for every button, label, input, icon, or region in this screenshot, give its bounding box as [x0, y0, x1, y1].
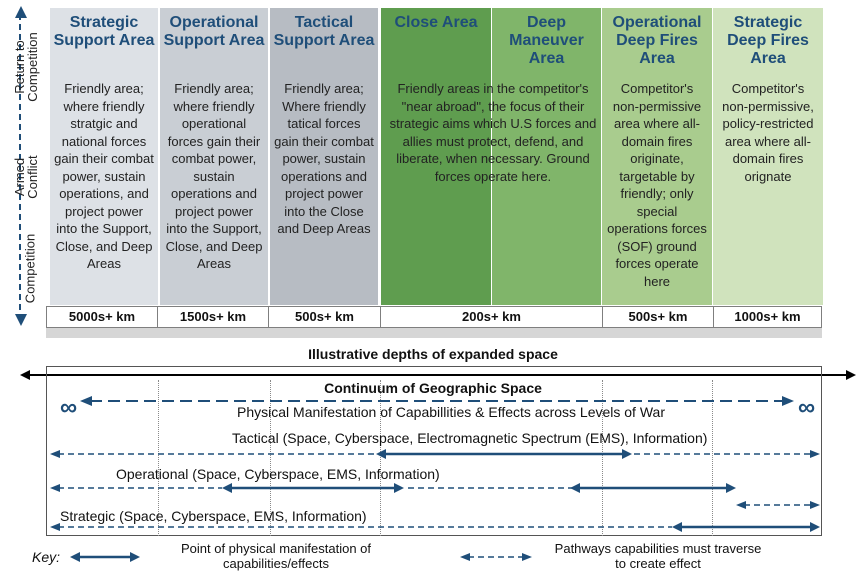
area-title: Strategic Deep Fires Area	[727, 14, 809, 67]
level-strategic-label: Strategic (Space, Cyberspace, EMS, Information)	[60, 508, 367, 524]
area-title: Strategic Support Area	[53, 14, 155, 49]
level-tactical-label: Tactical (Space, Cyberspace, Electromagnetic Spectrum (EMS), Information)	[232, 430, 708, 446]
distance-close-deep: 200s+ km	[381, 307, 603, 327]
infinity-left-icon: ∞	[60, 394, 78, 421]
key-dashed-description: Pathways capabilities must traverse to create effect	[554, 541, 762, 571]
close-deep-description: Friendly areas in the competitor's "near abroad", the focus of their strategic aims which U.S forces and allies must protect, defend, and liberate, when necessary. Ground forces operate here.	[389, 81, 597, 184]
distance-strategic-support: 5000s+ km	[47, 307, 158, 327]
key-solid-description: Point of physical manifestation of capabilities/effects	[180, 541, 372, 571]
distance-tactical-support: 500s+ km	[269, 307, 381, 327]
area-description: Friendly area; Where friendly tatical forces gain their combat power, sustain operations and project power into the Close and Deep Areas	[274, 81, 374, 236]
area-description: Competitor's non-permissive, policy-restricted area where all-domain fires orignate	[722, 81, 814, 184]
side-label-return-to-competition: Return to Competition	[12, 32, 40, 102]
area-title: Operational Support Area	[163, 14, 265, 49]
area-title: Deep Maneuver Area	[509, 14, 584, 67]
physical-manifestation-title: Physical Manifestation of Capabillities & Effects across Levels of War	[237, 404, 665, 420]
distance-operational-support: 1500s+ km	[158, 307, 269, 327]
side-label-competition: Competition	[22, 233, 38, 304]
infinity-right-icon: ∞	[798, 394, 816, 421]
distance-strategic-deep-fires: 1000s+ km	[734, 309, 801, 324]
continuum-title: Continuum of Geographic Space	[324, 380, 542, 396]
side-label-armed-conflict: Armed Conflict	[12, 155, 40, 199]
level-operational-label: Operational (Space, Cyberspace, EMS, Information)	[116, 466, 440, 482]
distance-operational-deep-fires: 500s+ km	[603, 307, 714, 327]
area-title: Operational Deep Fires Area	[612, 14, 702, 67]
area-description: Friendly area; where friendly stratgic and national forces gain their combat power, sustain operations, and project power into the Support, Close, and Deep Areas	[54, 81, 154, 271]
area-title: Tactical Support Area	[273, 14, 375, 49]
area-description: Friendly area; where friendly operational forces gain their combat power, sustain operations and project power into the Support, Close, and Deep Areas	[165, 81, 263, 271]
area-description: Competitor's non-permissive area where all-domain fires originate, targetable by friendly; only special operations forces (SOF) ground forces operate here	[607, 81, 707, 289]
area-title: Close Area	[394, 14, 478, 31]
key-label: Key:	[32, 549, 61, 565]
depth-title: Illustrative depths of expanded space	[308, 346, 558, 362]
